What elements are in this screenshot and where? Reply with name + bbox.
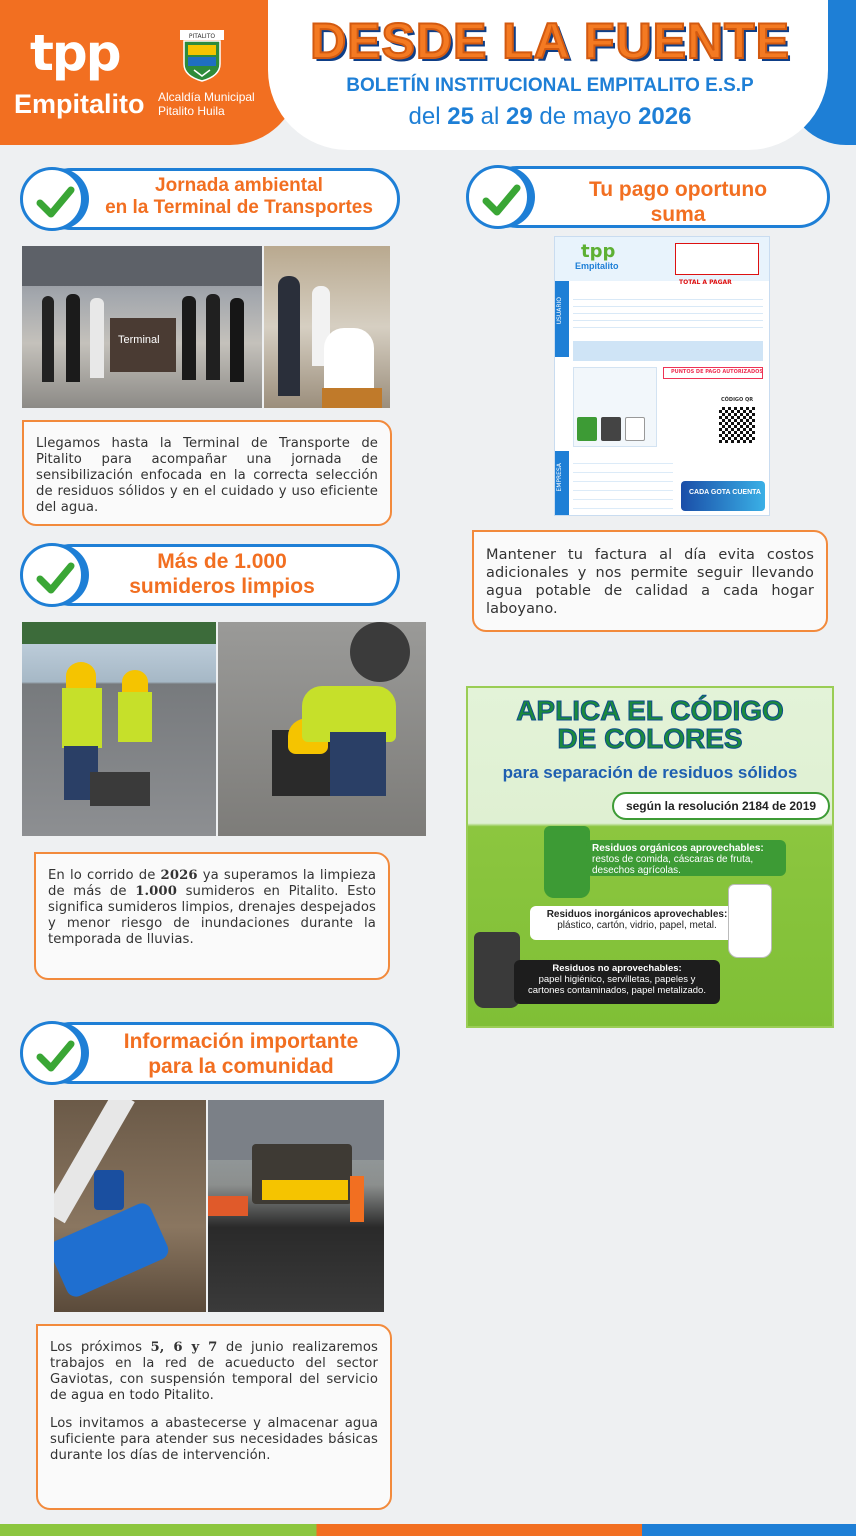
black-bin-label [514, 960, 720, 1004]
bill-logo-name: Empitalito [575, 261, 619, 271]
color-code-title-1: APLICA EL CÓDIGO [516, 695, 784, 726]
section-1-text-box [22, 420, 392, 526]
bulletin-title: DESDE LA FUENTE [310, 13, 790, 69]
white-bin-icon [728, 884, 772, 958]
empitalito-logo-mark: tpp [30, 24, 120, 82]
bulletin-subtitle: BOLETÍN INSTITUCIONAL EMPITALITO E.S.P [346, 75, 754, 96]
paving-works-photo [208, 1100, 384, 1312]
color-code-title-2: DE COLORES [557, 723, 743, 754]
date-month: de mayo [539, 103, 632, 130]
water-bill-image [554, 236, 770, 516]
alcaldia-line-1: Alcaldía Municipal [158, 90, 255, 104]
section-4-title: Información importante para la comunidad [123, 1030, 359, 1078]
terminal-conversation-photo [264, 246, 390, 408]
green-bin-label [586, 840, 786, 876]
terminal-sign: Terminal [118, 334, 160, 346]
drain-cleaning-photo-1 [22, 622, 216, 836]
date-prefix: del [408, 103, 441, 130]
section-3-count: 1.000 [135, 884, 177, 899]
date-day-start: 25 [447, 103, 474, 130]
section-4-text-1-part-1: Los próximos [50, 1340, 143, 1355]
bill-side-label-company: EMPRESA [556, 463, 563, 492]
section-3-text-box [34, 852, 390, 980]
footer-color-strip [0, 1524, 856, 1536]
section-4-text-1-part-2: de junio realizaremos trabajos en la red de acueducto del sector Gaviotas, con suspensión temporal del servicio de agua en todo Pitalito. [50, 1340, 378, 1403]
alcaldia-label [158, 90, 258, 124]
section-3-year: 2026 [160, 868, 198, 883]
section-3-text-part-3: sumideros en Pitalito. Esto significa sumideros limpios, drenajes despejados y menor riesgo de inundaciones durante la temporada de lluvias. [48, 884, 376, 947]
white-bin-title: Residuos inorgánicos aprovechables: [546, 909, 728, 920]
section-2-text-box [472, 530, 828, 632]
terminal-group-photo [22, 246, 262, 408]
section-4-dates: 5, 6 y 7 [150, 1340, 218, 1355]
pitalito-seal-icon [180, 30, 224, 82]
green-bin-text: restos de comida, cáscaras de fruta, desechos agrícolas. [592, 854, 754, 876]
section-2-title: Tu pago oportuno suma [588, 178, 768, 226]
seal-label: PITALITO [188, 33, 216, 40]
section-4-text-box [36, 1324, 392, 1510]
black-bin-title: Residuos no aprovechables: [552, 963, 682, 974]
date-day-end: 29 [505, 103, 533, 130]
bill-logo-mark: tpp [581, 241, 616, 262]
section-3-title: Más de 1.000 sumideros limpios [129, 550, 315, 598]
section-3-check-icon [20, 543, 84, 607]
section-3-text [48, 868, 376, 948]
date-year: 2026 [638, 103, 692, 130]
section-2-check-icon [466, 165, 530, 229]
color-code-resolution: según la resolución 2184 de 2019 [612, 792, 830, 820]
alcaldia-line-2: Pitalito Huila [158, 104, 225, 118]
section-1-text: Llegamos hasta la Terminal de Transporte de Pitalito para acompañar una jornada de sensibilización enfocada en la correcta selección de residuos sólidos y en el cuidado y uso eficiente del agua. [36, 436, 378, 515]
bill-qr-label: CÓDIGO QR [721, 397, 754, 403]
bill-total-label: TOTAL A PAGAR [679, 279, 732, 286]
color-code-infographic [466, 686, 834, 1028]
section-2-text: Mantener tu factura al día evita costos adicionales y nos permite seguir llevando agua potable de calidad a cada hogar laboyano. [486, 547, 814, 617]
bulletin-date [270, 101, 830, 133]
section-1-title: Jornada ambiental en la Terminal de Transportes [105, 175, 373, 218]
bill-campaign: CADA GOTA CUENTA [689, 489, 761, 496]
bill-pay-points: PUNTOS DE PAGO AUTORIZADOS [671, 369, 764, 375]
green-bin-icon [544, 826, 590, 898]
black-bin-text: papel higiénico, servilletas, papeles y cartones contaminados, papel metalizado. [528, 974, 706, 996]
bill-qr-code [719, 407, 755, 443]
section-4-check-icon [20, 1021, 84, 1085]
bill-side-label-user: USUARIO [556, 297, 563, 325]
white-bin-text: plástico, cartón, vidrio, papel, metal. [557, 920, 717, 931]
date-connector: al [480, 103, 500, 130]
section-4-text-2: Los invitamos a abastecerse y almacenar agua suficiente para atender sus necesidades básicas durante los días de intervención. [50, 1416, 378, 1463]
section-1-check-icon [20, 167, 84, 231]
green-bin-title: Residuos orgánicos aprovechables: [592, 843, 764, 854]
pipe-works-photo [54, 1100, 206, 1312]
section-3-text-part-2: ya superamos la limpieza de más de [48, 868, 377, 899]
drain-cleaning-photo-2 [218, 622, 426, 836]
section-4-text-1 [50, 1340, 378, 1404]
white-bin-label [530, 906, 744, 940]
empitalito-logo-name: Empitalito [14, 89, 145, 119]
color-code-subtitle: para separación de residuos sólidos [502, 763, 798, 782]
section-3-text-part-1: En lo corrido de [48, 868, 156, 883]
